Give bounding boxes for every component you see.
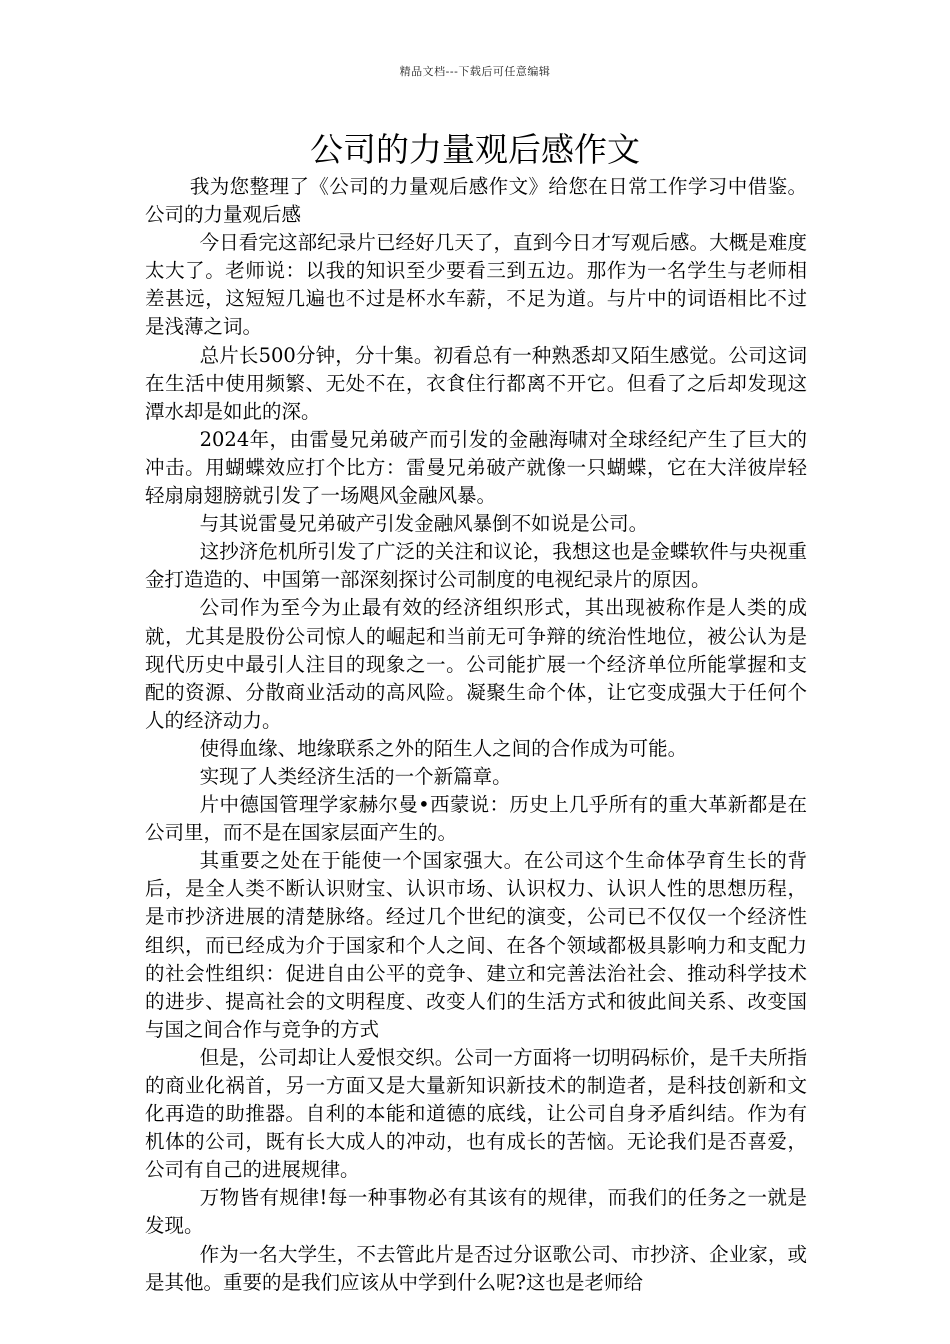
paragraph: 与其说雷曼兄弟破产引发金融风暴倒不如说是公司。 xyxy=(199,512,649,536)
paragraph: 作为一名大学生，不去管此片是否过分讴歌公司、市抄济、企业家，或是其他。重要的是我们应该从中学到什么呢?这也是老师给 xyxy=(145,1242,807,1294)
paragraph: 公司作为至今为止最有效的经济组织形式，其出现被称作是人类的成就，尤其是股份公司惊人的崛起和当前无可争辩的统治性地位，被公认为是现代历史中最引人注目的现象之一。公司能扩展一个经济单位所能掌握和支配的资源、分散商业活动的高风险。凝聚生命个体，让它变成强大于任何个人的经济动力。 xyxy=(145,596,807,732)
paragraph: 我为您整理了《公司的力量观后感作文》给您在日常工作学习中借鉴。公司的力量观后感 xyxy=(145,175,807,227)
paragraph: 万物皆有规律!每一种事物必有其该有的规律，而我们的任务之一就是发现。 xyxy=(145,1186,807,1238)
paragraph: 其重要之处在于能使一个国家强大。在公司这个生命体孕育生长的背后，是全人类不断认识财宝、认识市场、认识权力、认识人性的思想历程，是市抄济进展的清楚脉络。经过几个世纪的演变，公司已不仅仅一个经济性组织，而已经成为介于国家和个人之间、在各个领域都极具影响力和支配力的社会性组织：促进自由公平的竞争、建立和完善法治社会、推动科学技术的进步、提高社会的文明程度、改变人们的生活方式和彼此间关系、改变国与国之间合作与竞争的方式 xyxy=(145,849,807,1041)
paragraph: 这抄济危机所引发了广泛的关注和议论，我想这也是金蝶软件与央视重金打造造的、中国第一部深刻探讨公司制度的电视纪录片的原因。 xyxy=(145,540,807,592)
paragraph: 但是，公司却让人爱恨交织。公司一方面将一切明码标价，是千夫所指的商业化祸首，另一方面又是大量新知识新技术的制造者，是科技创新和文化再造的助推器。自利的本能和道德的底线，让公司自身矛盾纠结。作为有机体的公司，既有长大成人的冲动，也有成长的苦恼。无论我们是否喜爱，公司有自己的进展规律。 xyxy=(145,1045,807,1182)
paragraph: 今日看完这部纪录片已经好几天了，直到今日才写观后感。大概是难度太大了。老师说：以我的知识至少要看三到五边。那作为一名学生与老师相差甚远，这短短几遍也不过是杯水车薪，不足为道。与片中的词语相比不过是浅薄之词。 xyxy=(145,231,807,339)
paragraph: 使得血缘、地缘联系之外的陌生人之间的合作成为可能。 xyxy=(199,736,688,760)
paragraph: 2024年，由雷曼兄弟破产而引发的金融海啸对全球经纪产生了巨大的冲击。用蝴蝶效应打个比方：雷曼兄弟破产就像一只蝴蝶，它在大洋彼岸轻轻扇扇翅膀就引发了一场飓风金融风暴。 xyxy=(145,427,807,508)
document-body xyxy=(145,173,807,1297)
paragraph: 片中德国管理学家赫尔曼•西蒙说：历史上几乎所有的重大革新都是在公司里，而不是在国家层面产生的。 xyxy=(145,793,807,845)
document-title: 公司的力量观后感作文 xyxy=(310,130,640,169)
paragraph: 总片长500分钟，分十集。初看总有一种熟悉却又陌生感觉。公司这词在生活中使用频繁、无处不在，衣食住行都离不开它。但看了之后却发现这潭水却是如此的深。 xyxy=(145,343,807,423)
paragraph: 实现了人类经济生活的一个新篇章。 xyxy=(199,764,512,788)
header-note: 精品文档---下载后可任意编辑 xyxy=(399,65,551,78)
